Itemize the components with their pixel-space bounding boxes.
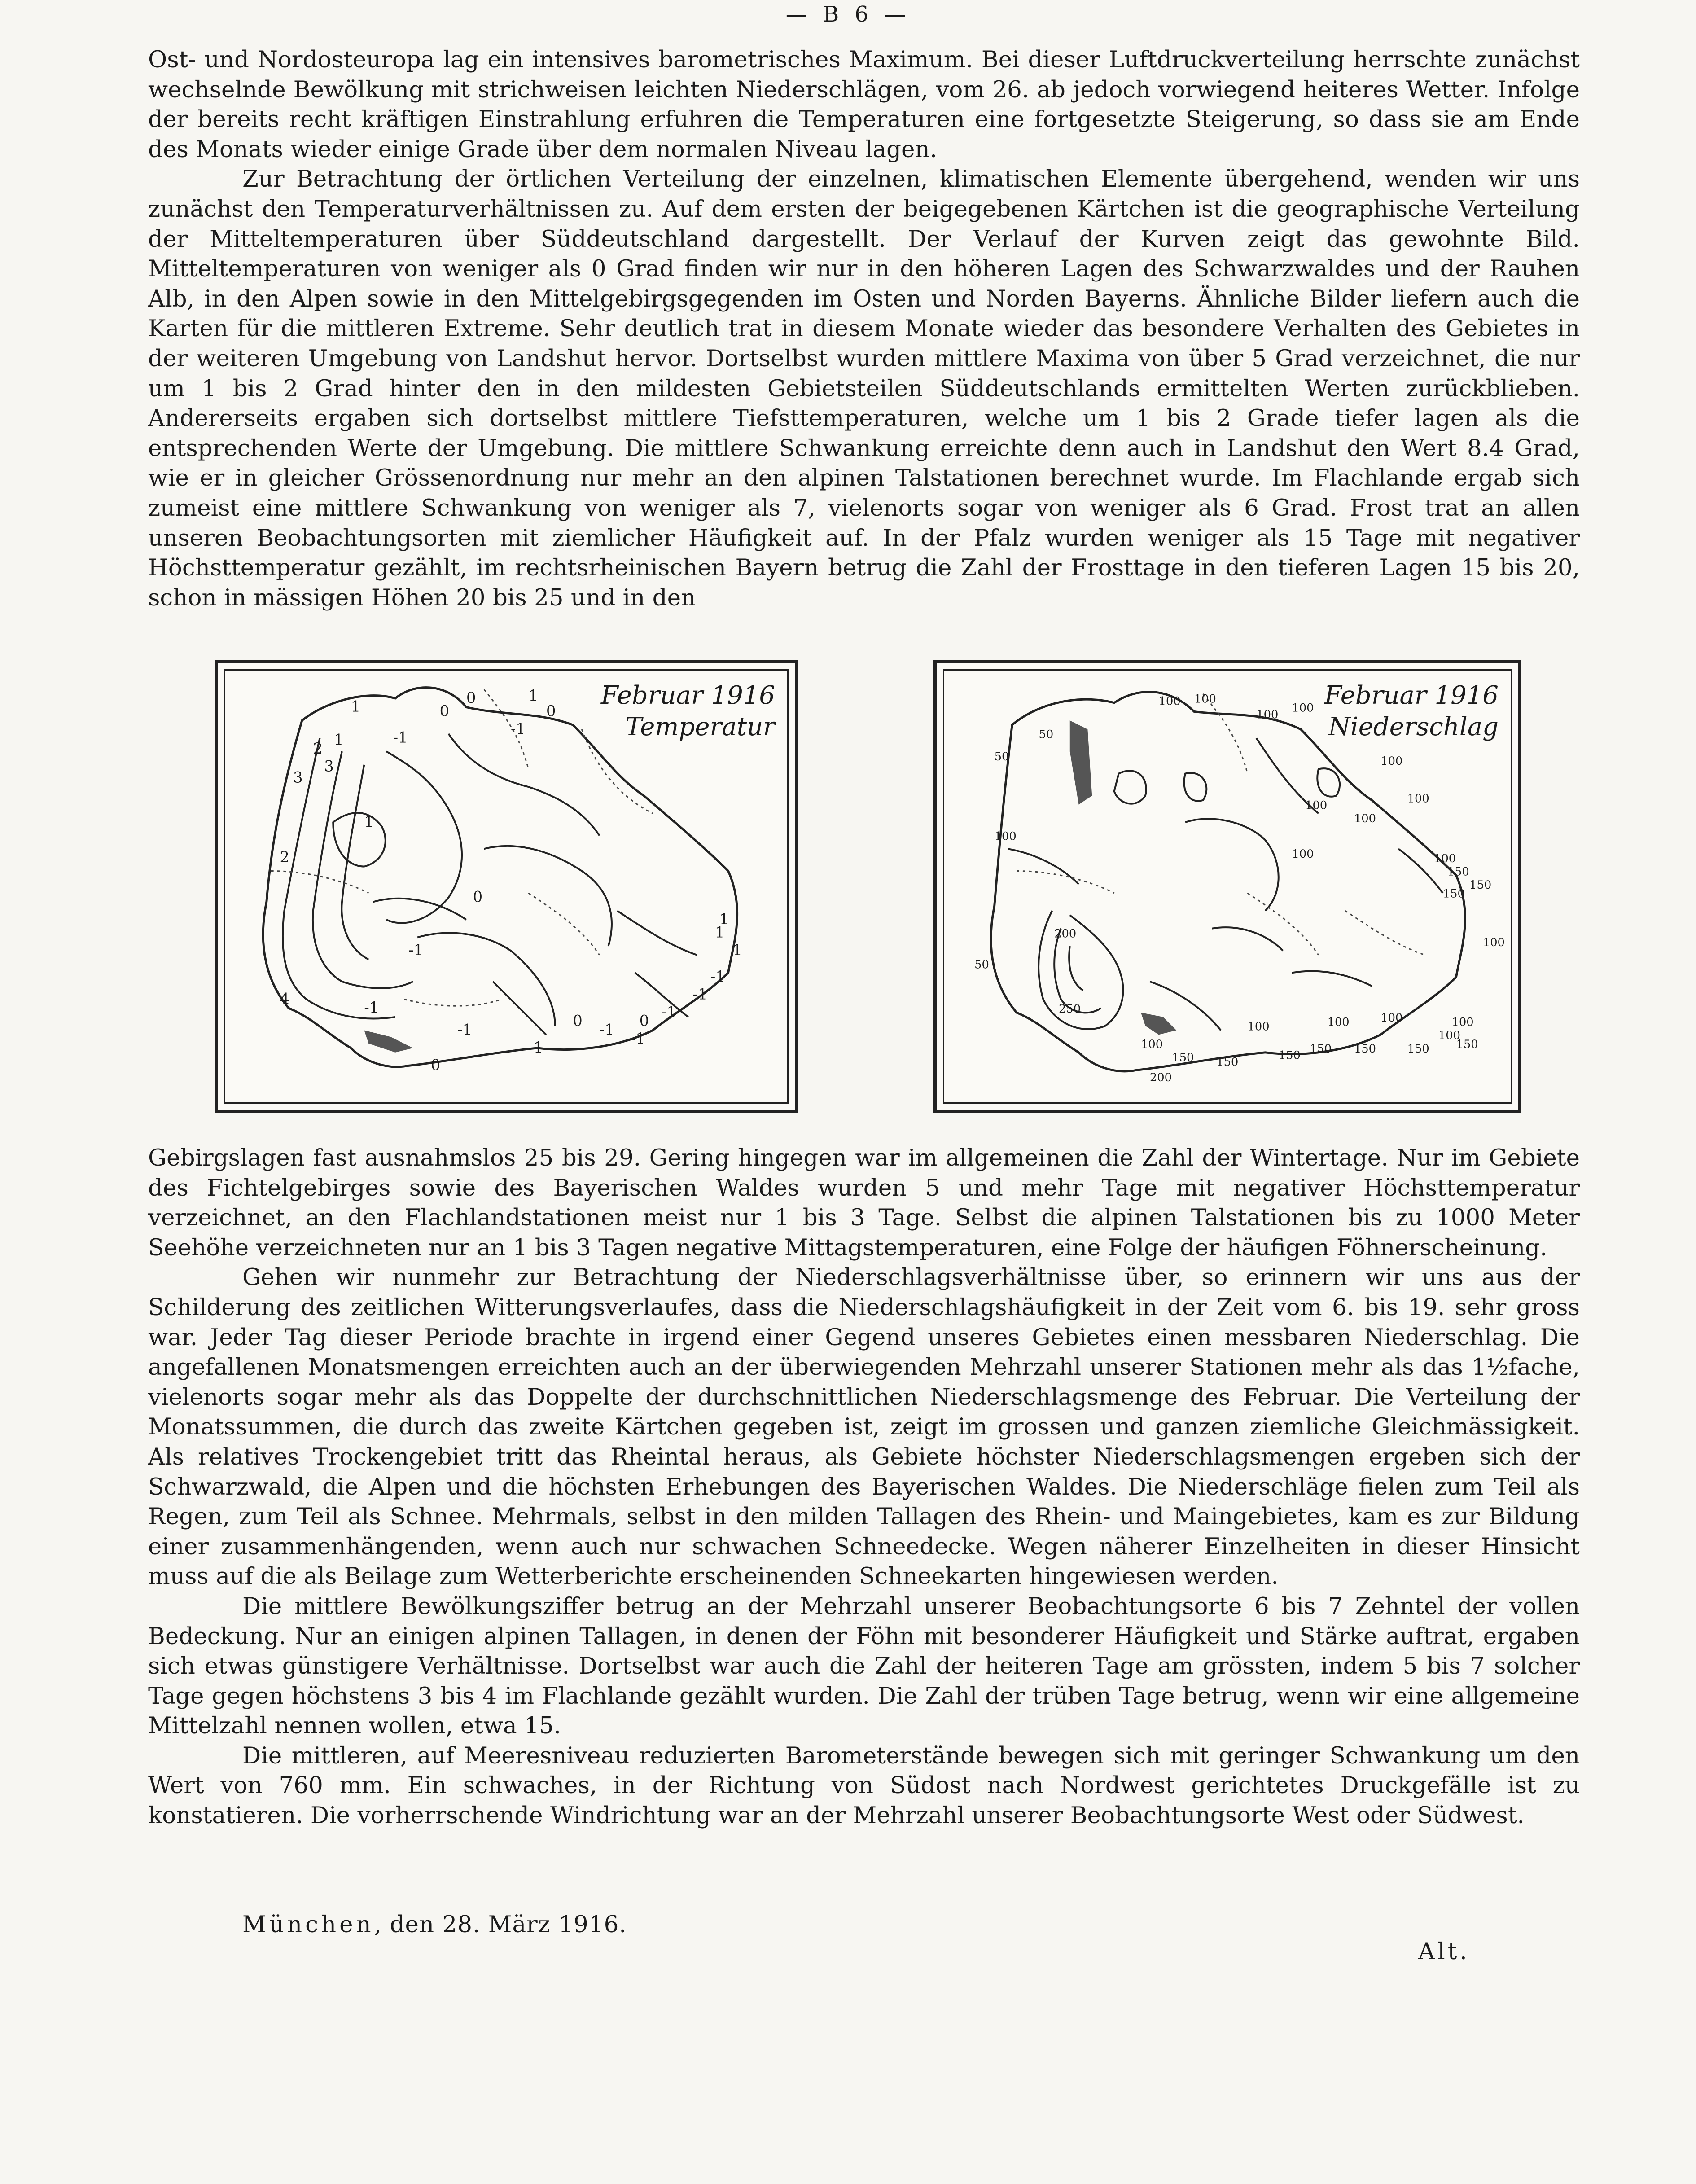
isoline-label: 200 xyxy=(1149,1070,1172,1084)
isoline-label: 100 xyxy=(1380,754,1403,768)
isoline-label: 2 xyxy=(280,848,289,866)
isoline-label: 1 xyxy=(364,812,374,830)
text-block-bottom xyxy=(148,1143,1580,1831)
isoline-label: -1 xyxy=(393,728,408,746)
isoline-label: 0 xyxy=(439,702,450,720)
isoline-label: -1 xyxy=(408,941,424,959)
isoline-label: 100 xyxy=(1380,1011,1403,1025)
isoline-label: 100 xyxy=(1141,1037,1163,1051)
isoline-label: -1 xyxy=(662,1003,677,1021)
precipitation-map xyxy=(933,660,1521,1113)
isoline-label: 250 xyxy=(1059,1002,1081,1016)
isoline-label: 100 xyxy=(1434,851,1456,865)
isoline-label: -1 xyxy=(692,985,708,1003)
isoline-label: 150 xyxy=(1442,887,1465,901)
paragraph: Die mittleren, auf Meeresniveau reduzierten Barometerstände bewegen sich mit geringer Schwankung um den Wert von 760 mm. Ein schwaches, in der Richtung von Südost nach Nordwest gerichtetes Druckgefälle ist zu konstatieren. Die vorherrschende Windrichtung war an der Mehrzahl unserer Beobachtungsorte West oder Südwest. xyxy=(148,1742,1580,1829)
isoline-label: 1 xyxy=(528,686,538,704)
isoline-label: -1 xyxy=(599,1021,614,1039)
isoline-label: 100 xyxy=(1247,1020,1270,1034)
isoline-label: 150 xyxy=(1216,1055,1239,1069)
city: München xyxy=(242,1911,374,1938)
map-title: Februar 1916 xyxy=(1324,681,1499,710)
isoline-label: 100 xyxy=(1158,694,1181,708)
map-title: Februar 1916 xyxy=(600,681,775,710)
isoline-label: 100 xyxy=(1292,701,1314,715)
signature: Alt. xyxy=(1418,1938,1470,1965)
isoline-label: 150 xyxy=(1407,1042,1429,1056)
isoline-label: 150 xyxy=(1172,1051,1194,1065)
isoline-label: -1 xyxy=(630,1030,645,1048)
isoline-label: 0 xyxy=(639,1012,649,1030)
isoline-label: 0 xyxy=(466,689,476,706)
map-subtitle: Temperatur xyxy=(625,712,775,741)
isoline-label: 150 xyxy=(1278,1048,1301,1062)
isoline-label: 50 xyxy=(994,750,1009,763)
paragraph: Die mittlere Bewölkungsziffer betrug an der Mehrzahl unserer Beobachtungsorte 6 bis 7 Zehntel der vollen Bedeckung. Nur an einigen alpinen Tallagen, in denen der Föhn mit besonderer Häufigkeit und Stärke auftrat, ergaben sich etwas günstigere Verhältnisse. Dortselbst war auch die Zahl der heiteren Tage am grössten, indem 5 bis 7 solcher Tage gegen höchstens 3 bis 4 im Flachlande gezählt wurden. Die Zahl der trüben Tage betrug, wenn wir eine allgemeine Mittelzahl nennen wollen, etwa 15. xyxy=(148,1592,1580,1740)
isoline-label: 50 xyxy=(1039,728,1054,741)
isoline-label: 0 xyxy=(430,1056,441,1074)
text-block-top xyxy=(148,45,1580,613)
precipitation-isoline-map xyxy=(937,663,1518,1110)
isoline-label: -1 xyxy=(457,1021,472,1039)
isoline-label: 0 xyxy=(473,888,483,906)
isoline-label: 100 xyxy=(994,829,1017,843)
paragraph: Zur Betrachtung der örtlichen Verteilung der einzelnen, klimatischen Elemente übergehend, wenden wir uns zunächst den Temperaturverhältnissen zu. Auf dem ersten der beigegebenen Kärtchen ist die geographische Verteilung der Mitteltemperaturen über Süddeutschland dargestellt. Der Verlauf der Kurven zeigt das gewohnte Bild. Mitteltemperaturen von weniger als 0 Grad finden wir nur in den höheren Lagen des Schwarzwaldes und der Rauhen Alb, in den Alpen sowie in den Mittelgebirgsgegenden im Osten und Norden Bayerns. Ähnliche Bilder liefern auch die Karten für die mittleren Extreme. Sehr deutlich trat in diesem Monate wieder das besondere Verhalten des Gebietes in der weiteren Umgebung von Landshut hervor. Dortselbst wurden mittlere Maxima von über 5 Grad verzeichnet, die nur um 1 bis 2 Grad hinter den in den mildesten Gebietsteilen Süddeutschlands ermittelten Werten zurückblieben. Andererseits ergaben sich dortselbst mittlere Tiefsttemperaturen, welche um 1 bis 2 Grade tiefer lagen als die entsprechenden Werte der Umgebung. Die mittlere Schwankung erreichte denn auch in Landshut den Wert 8.4 Grad, wie er in gleicher Grössenordnung nur mehr an den alpinen Talstationen berechnet wurde. Im Flachlande ergab sich zumeist eine mittlere Schwankung von weniger als 7, vielenorts sogar von weniger als 6 Grad. Frost trat an allen unseren Beobachtungsorten mit ziemlicher Häufigkeit auf. In der Pfalz wurden weniger als 15 Tage mit negativer Höchsttemperatur gezählt, im rechtsrheinischen Bayern betrug die Zahl der Frosttage in den tieferen Lagen 15 bis 20, schon in mässigen Höhen 20 bis 25 und in den xyxy=(148,166,1580,611)
isoline-label: 3 xyxy=(324,757,334,775)
map-subtitle: Niederschlag xyxy=(1328,712,1499,741)
paragraph: Ost- und Nordosteuropa lag ein intensives barometrisches Maximum. Bei dieser Luftdruckverteilung herrschte zunächst wechselnde Bewölkung mit strichweisen leichten Niederschlägen, vom 26. ab jedoch vorwiegend heiteres Wetter. Infolge der bereits recht kräftigen Einstrahlung erfuhren die Temperaturen eine fortgesetzte Steigerung, so dass sie am Ende des Monats wieder einige Grade über dem normalen Niveau lagen. xyxy=(148,46,1580,163)
isoline-label: 0 xyxy=(573,1012,583,1030)
temperature-isoline-map xyxy=(218,663,795,1110)
isoline-label: 150 xyxy=(1447,865,1469,879)
isoline-label: 1 xyxy=(719,910,729,928)
isoline-label: 150 xyxy=(1310,1042,1332,1056)
isoline-label: 100 xyxy=(1327,1015,1350,1029)
isoline-label: 1 xyxy=(714,923,725,941)
temperature-map xyxy=(215,660,798,1113)
isoline-label: 150 xyxy=(1456,1037,1478,1051)
date: , den 28. März 1916. xyxy=(374,1911,627,1938)
isoline-label: 100 xyxy=(1407,792,1429,806)
isoline-label: 100 xyxy=(1292,847,1314,861)
isoline-label: 150 xyxy=(1469,878,1492,892)
isoline-label: 3 xyxy=(293,768,303,786)
isoline-label: 200 xyxy=(1054,927,1077,941)
isoline-label: 150 xyxy=(1354,1042,1376,1056)
isoline-label: -1 xyxy=(510,719,526,737)
isoline-label: 100 xyxy=(1256,708,1279,722)
isoline-label: -1 xyxy=(528,1038,543,1056)
paragraph: Gebirgslagen fast ausnahmslos 25 bis 29. Gering hingegen war im allgemeinen die Zahl der Wintertage. Nur im Gebiete des Fichtelgebirges sowie des Bayerischen Waldes wurden 5 und mehr Tage mit negativer Höchsttemperatur verzeichnet, an den Flachlandstationen meist nur 1 bis 3 Tage. Selbst die alpinen Talstationen bis zu 1000 Meter Seehöhe verzeichneten nur an 1 bis 3 Tagen negative Mittagstemperaturen, eine Folge der häufigen Föhnerscheinung. xyxy=(148,1145,1580,1261)
isoline-label: 100 xyxy=(1482,936,1505,950)
isoline-label: 4 xyxy=(280,990,289,1008)
isoline-label: 50 xyxy=(974,958,989,972)
isoline-label: 2 xyxy=(313,740,323,758)
isoline-label: 1 xyxy=(732,941,742,959)
isoline-label: -1 xyxy=(364,999,379,1017)
isoline-label: 100 xyxy=(1305,798,1328,812)
isoline-label: 1 xyxy=(351,697,361,715)
paragraph: Gehen wir nunmehr zur Betrachtung der Niederschlagsverhältnisse über, so erinnern wir uns aus der Schilderung des zeitlichen Witterungsverlaufes, dass die Niederschlagshäufigkeit in der Zeit vom 6. bis 19. sehr gross war. Jeder Tag dieser Periode brachte in irgend einer Gegend unseres Gebietes einen messbaren Niederschlag. Die angefallenen Monatsmengen erreichten auch an der überwiegenden Mehrzahl unserer Stationen mehr als das 1½fache, vielenorts sogar mehr als das Doppelte der durchschnittlichen Niederschlagsmenge des Februar. Die Verteilung der Monatssummen, die durch das zweite Kärtchen gegeben ist, zeigt im grossen und ganzen ziemliche Gleichmässigkeit. Als relatives Trockengebiet tritt das Rheintal heraus, als Gebiete höchster Niederschlagsmengen ergeben sich der Schwarzwald, die Alpen und die höchsten Erhebungen des Bayerischen Waldes. Die Niederschläge fielen zum Teil als Regen, zum Teil als Schnee. Mehrmals, selbst in den milden Tallagen des Rhein- und Maingebietes, kam es zur Bildung einer zusammenhängenden, wenn auch nur schwachen Schneedecke. Wegen näherer Einzelheiten in dieser Hinsicht muss auf die als Beilage zum Wetterberichte erscheinenden Schneekarten hingewiesen werden. xyxy=(148,1264,1580,1590)
isoline-label: 0 xyxy=(546,702,556,720)
place-and-date xyxy=(242,1911,627,1938)
isoline-label: 100 xyxy=(1354,812,1376,825)
isoline-label: 100 xyxy=(1194,692,1216,706)
isoline-label: 100 xyxy=(1451,1015,1474,1029)
isoline-label: 1 xyxy=(334,731,344,749)
isoline-label: -1 xyxy=(710,968,725,986)
isoline-label: 100 xyxy=(1438,1029,1461,1043)
page-number: — B 6 — xyxy=(785,2,911,27)
